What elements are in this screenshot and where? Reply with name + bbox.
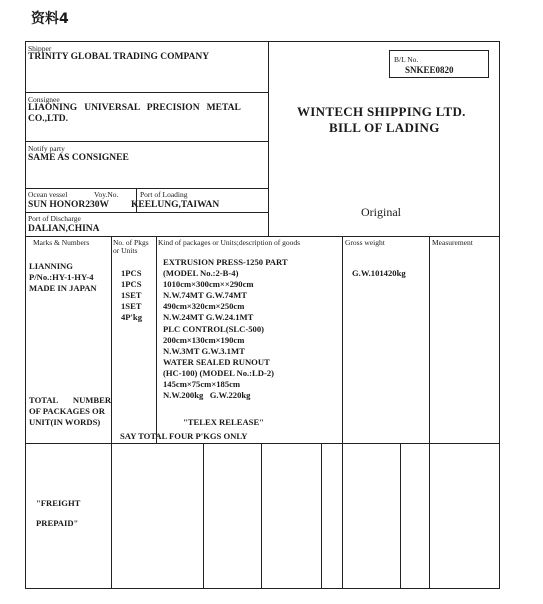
bl-number-value: SNKEE0820 [405,65,454,75]
shipper-label: Shipper [28,44,52,53]
original-stamp: Original [361,205,401,219]
column-header-pkgs-1: No. of Pkgs [113,238,149,247]
rule-after-consignee [25,141,268,142]
column-header-pkgs-2: or Units [113,246,138,255]
rule-after-shipper [25,92,268,93]
marks-line: MADE IN JAPAN [29,283,97,294]
port-of-loading-label: Port of Loading [140,190,188,199]
rule-bottom-4 [400,443,401,589]
rule-top-split [268,41,269,236]
bl-number-box [389,50,489,78]
goods-line: N.W.200kg G.W.220kg [163,390,251,401]
telex-release: "TELEX RELEASE" [183,417,264,427]
rule-col-gross [429,236,430,589]
consignee-line2: CO.,LTD. [28,114,69,124]
marks-line: LIANNING [29,261,73,271]
shipper-value: TRINITY GLOBAL TRADING COMPANY [28,52,210,62]
column-header-measurement: Measurement [432,238,473,247]
rule-bottom-2 [261,443,262,589]
carrier-name: WINTECH SHIPPING LTD. [297,104,466,119]
package-qty: 1PCS [121,279,142,290]
goods-line: 1010cm×300cm××290cm [163,279,254,290]
consignee-label: Consignee [28,95,60,104]
total-packages-label [29,395,111,428]
port-of-discharge-value: DALIAN,CHINA [28,224,100,234]
port-of-loading-value: KEELUNG,TAIWAN [131,200,220,210]
package-qty: 4P'kg [121,312,143,323]
bl-number-label: B/L No. [394,55,419,64]
marks-line: P/No.:HY-1-HY-4 [29,272,94,283]
freight-line: PREPAID" [36,518,79,528]
freight-prepaid [36,493,80,533]
rule-col-marks [111,236,112,589]
package-qty: 1SET [121,290,142,301]
notify-party-value: SAME AS CONSIGNEE [28,153,129,163]
rule-bottom-3 [321,443,322,589]
rule-col-pkgs [156,236,157,443]
page-header: 资料4 [31,11,69,27]
goods-line: N.W.24MT G.W.24.1MT [163,312,254,323]
goods-line: 200cm×130cm×190cm [163,334,245,345]
goods-line: N.W.3MT G.W.3.1MT [163,345,245,356]
say-total: SAY TOTAL FOUR P'KGS ONLY [120,431,248,441]
package-qty: 1PCS [121,268,142,278]
packages-block [121,268,142,323]
goods-line: (MODEL No.:2-B-4) [163,268,239,279]
gross-weight-value: G.W.101420kg [352,268,406,278]
goods-line: (HC-100) (MODEL No.:LD-2) [163,367,274,378]
port-of-discharge-label: Port of Discharge [28,214,81,223]
rule-bottom-1 [203,443,204,589]
goods-line: PLC CONTROL(SLC-500) [163,323,264,334]
goods-line: 490cm×320cm×250cm [163,301,245,312]
total-packages-line: UNIT(IN WORDS) [29,417,101,428]
goods-line: 145cm×75cm×185cm [163,379,241,390]
freight-line: "FREIGHT [36,498,81,508]
column-header-description: Kind of packages or Units;description of goods [158,238,301,247]
ocean-vessel-label: Ocean vessel [28,190,68,199]
goods-description [163,257,288,401]
rule-after-vessel [25,212,268,213]
document-title: BILL OF LADING [329,120,440,135]
voy-no-label: Voy.No. [94,190,119,199]
total-packages-line: OF PACKAGES OR [29,406,105,417]
total-packages-line: TOTAL NUMBER [29,395,112,405]
rule-after-notify [25,188,268,189]
column-header-marks: Marks & Numbers [33,238,90,247]
goods-line: WATER SEALED RUNOUT [163,356,270,367]
package-qty: 1SET [121,301,142,312]
ocean-vessel-value: SUN HONOR230W [28,200,110,210]
goods-line: EXTRUSION PRESS-1250 PART [163,257,288,267]
notify-party-label: Notify party [28,144,65,153]
marks-block [29,261,97,294]
rule-col-desc [342,236,343,589]
goods-line: N.W.74MT G.W.74MT [163,290,247,301]
consignee-line1: LIAONING UNIVERSAL PRECISION METAL [28,103,241,113]
column-header-gross-weight: Gross weight [345,238,385,247]
